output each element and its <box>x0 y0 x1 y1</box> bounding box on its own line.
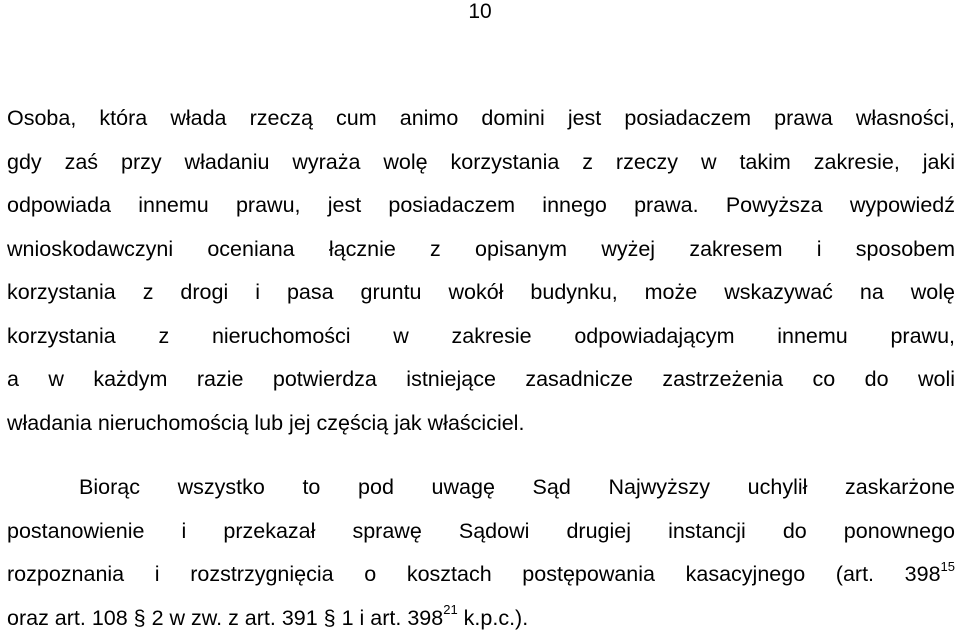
paragraph-line: Osoba, która włada rzeczą cum animo domini jest posiadaczem prawa własności, <box>7 97 955 141</box>
paragraph-line: odpowiada innemu prawu, jest posiadaczem innego prawa. Powyższa wypowiedź <box>7 184 955 228</box>
paragraph-2 <box>7 466 955 640</box>
paragraph-line-with-footnote <box>7 597 955 640</box>
paragraph-line: korzystania z drogi i pasa gruntu wokół budynku, może wskazywać na wolę <box>7 271 955 315</box>
page-number: 10 <box>0 0 960 24</box>
paragraph-line: wnioskodawczyni oceniana łącznie z opisanym wyżej zakresem i sposobem <box>7 228 955 272</box>
paragraph-line: Biorąc wszystko to pod uwagę Sąd Najwyższy uchylił zaskarżone <box>7 466 955 510</box>
paragraph-line: gdy zaś przy władaniu wyraża wolę korzystania z rzeczy w takim zakresie, jaki <box>7 141 955 185</box>
paragraph-line: korzystania z nieruchomości w zakresie odpowiadającym innemu prawu, <box>7 315 955 359</box>
line-text: k.p.c.). <box>458 606 528 630</box>
paragraph-line-with-footnote <box>7 553 955 597</box>
paragraph-line: władania nieruchomością lub jej częścią jak właściciel. <box>7 402 955 446</box>
superscript: 21 <box>443 602 457 617</box>
paragraph-1 <box>7 97 955 445</box>
paragraph-line: postanowienie i przekazał sprawę Sądowi drugiej instancji do ponownego <box>7 510 955 554</box>
line-text: oraz art. 108 § 2 w zw. z art. 391 § 1 i art. 398 <box>7 606 443 630</box>
line-text: rozpoznania i rozstrzygnięcia o kosztach postępowania kasacyjnego (art. 398 <box>7 562 941 586</box>
superscript: 15 <box>941 559 955 574</box>
paragraph-line: a w każdym razie potwierdza istniejące zasadnicze zastrzeżenia co do woli <box>7 358 955 402</box>
